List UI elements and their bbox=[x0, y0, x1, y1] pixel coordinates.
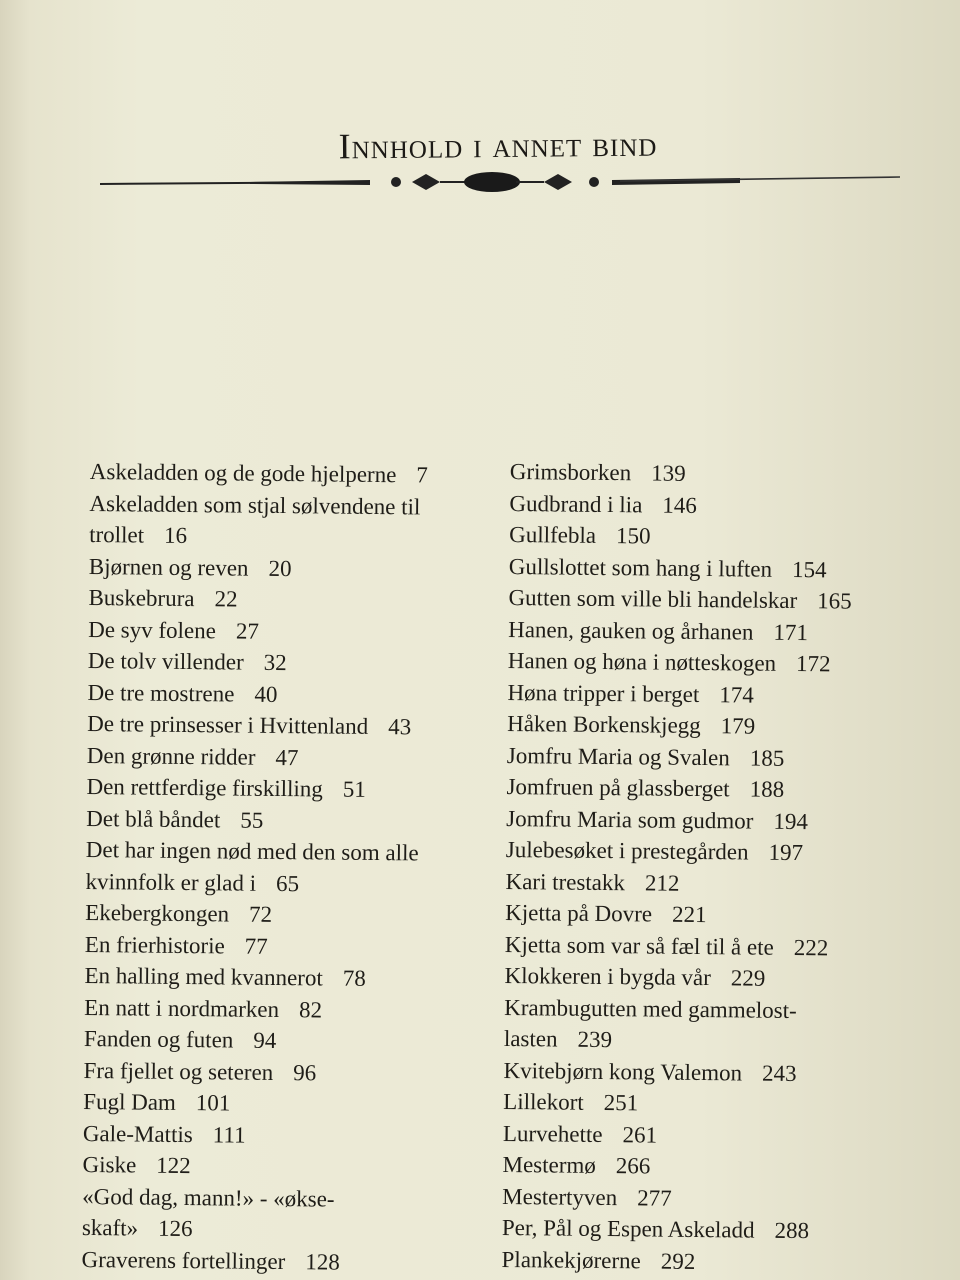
entry-title: kvinnfolk er glad i bbox=[85, 868, 257, 896]
entry-page: 27 bbox=[235, 618, 260, 644]
toc-entry bbox=[89, 519, 479, 555]
entry-title: Kvitebjørn kong Valemon bbox=[503, 1057, 743, 1085]
toc-entry bbox=[508, 582, 928, 618]
entry-page: 7 bbox=[416, 462, 429, 488]
toc-entry bbox=[84, 1023, 474, 1059]
toc-entry bbox=[84, 960, 474, 996]
entry-page: 72 bbox=[249, 901, 273, 927]
entry-page: 194 bbox=[773, 808, 809, 834]
entry-page: 251 bbox=[603, 1090, 639, 1116]
entry-title: Klokkeren i bygda vår bbox=[504, 962, 711, 991]
entry-page: 174 bbox=[719, 681, 754, 708]
entry-page: 22 bbox=[214, 586, 238, 612]
entry-title: skaft» bbox=[81, 1214, 139, 1241]
entry-title: Det blå båndet bbox=[86, 805, 221, 832]
entry-page: 179 bbox=[720, 713, 756, 739]
toc-entry bbox=[88, 582, 478, 618]
toc-entry bbox=[90, 456, 480, 492]
toc-entry bbox=[88, 645, 478, 681]
toc-entry bbox=[87, 676, 477, 712]
toc-entry bbox=[86, 834, 476, 870]
entry-title: Gullslottet som hang i luften bbox=[508, 553, 773, 582]
entry-title: Det har ingen nød med den som alle bbox=[85, 836, 419, 866]
entry-title: Håken Borkenskjegg bbox=[507, 710, 701, 739]
toc-entry bbox=[508, 613, 928, 649]
entry-page: 154 bbox=[791, 556, 827, 582]
entry-title: De tre mostrene bbox=[87, 679, 235, 707]
toc-entry bbox=[88, 613, 478, 649]
entry-title: En halling med kvannerot bbox=[84, 962, 323, 991]
entry-page: 292 bbox=[660, 1248, 696, 1274]
entry-page: 150 bbox=[615, 523, 651, 549]
toc-entry bbox=[82, 1180, 472, 1216]
entry-title: Lurvehette bbox=[502, 1120, 603, 1147]
toc-entry bbox=[89, 550, 479, 586]
entry-title: Grimsborken bbox=[509, 458, 632, 486]
entry-title: De tolv villender bbox=[87, 647, 244, 675]
entry-page: 55 bbox=[240, 807, 264, 833]
toc-entry bbox=[85, 928, 475, 964]
entry-page: 65 bbox=[275, 870, 300, 896]
toc-entry bbox=[507, 708, 927, 744]
toc-entry bbox=[503, 1054, 923, 1090]
toc-entry bbox=[82, 1212, 472, 1248]
entry-title: Buskebrura bbox=[88, 584, 195, 612]
entry-title: Mestermø bbox=[502, 1151, 596, 1178]
entry-title: En natt i nordmarken bbox=[84, 994, 280, 1022]
entry-page: 146 bbox=[662, 492, 697, 518]
toc-entry bbox=[85, 865, 475, 901]
entry-page: 43 bbox=[388, 714, 412, 740]
entry-page: 277 bbox=[637, 1184, 672, 1211]
entry-title: Jomfruen på glassberget bbox=[506, 773, 730, 802]
toc-entry bbox=[509, 519, 929, 555]
entry-page: 229 bbox=[730, 965, 766, 991]
entry-page: 77 bbox=[244, 933, 268, 959]
entry-page: 171 bbox=[773, 619, 809, 645]
entry-page: 139 bbox=[651, 460, 686, 486]
entry-title: Kjetta som var så fæl til å ete bbox=[504, 931, 774, 960]
entry-page: 111 bbox=[212, 1121, 246, 1148]
entry-page: 261 bbox=[622, 1121, 658, 1148]
toc-left-column bbox=[81, 456, 480, 1279]
toc-entry bbox=[505, 897, 925, 933]
entry-page: 51 bbox=[342, 776, 366, 802]
toc-entry bbox=[509, 487, 929, 523]
entry-title: Jomfru Maria som gudmor bbox=[506, 805, 754, 834]
toc-entry bbox=[89, 487, 479, 523]
entry-title: «God dag, mann!» - «økse- bbox=[82, 1183, 335, 1212]
toc-entry bbox=[505, 865, 925, 901]
entry-page: 96 bbox=[293, 1059, 317, 1085]
toc-entry bbox=[506, 802, 926, 838]
entry-title: Ekebergkongen bbox=[85, 899, 230, 927]
toc-entry bbox=[507, 676, 927, 712]
toc-entry bbox=[86, 771, 476, 807]
entry-title: Gudbrand i lia bbox=[509, 490, 643, 517]
toc-entry bbox=[87, 739, 477, 775]
entry-page: 32 bbox=[263, 649, 287, 676]
toc-entry bbox=[502, 1149, 922, 1185]
entry-page: 212 bbox=[644, 869, 680, 896]
entry-title: Askeladden og de gode hjelperne bbox=[89, 458, 397, 488]
entry-title: Gullfebla bbox=[509, 521, 597, 548]
toc-entry bbox=[501, 1243, 921, 1279]
entry-page: 122 bbox=[156, 1152, 191, 1179]
toc-entry bbox=[503, 1117, 923, 1153]
entry-title: Plankekjørerne bbox=[501, 1246, 641, 1273]
toc-entry bbox=[506, 834, 926, 870]
entry-page: 188 bbox=[749, 776, 785, 802]
entry-title: Lillekort bbox=[503, 1088, 584, 1115]
entry-title: Fanden og futen bbox=[83, 1025, 234, 1053]
entry-title: Jomfru Maria og Svalen bbox=[506, 742, 730, 770]
entry-page: 78 bbox=[342, 965, 366, 991]
entry-page: 197 bbox=[768, 839, 804, 866]
entry-title: Hanen og høna i nøtteskogen bbox=[507, 647, 777, 676]
entry-title: Kjetta på Dovre bbox=[505, 899, 653, 927]
entry-page: 266 bbox=[615, 1153, 651, 1179]
entry-page: 221 bbox=[671, 901, 707, 928]
entry-title: Askeladden som stjal sølvendene til bbox=[89, 490, 421, 519]
toc-entry bbox=[504, 1023, 924, 1059]
toc-entry bbox=[85, 897, 475, 933]
entry-page: 172 bbox=[795, 651, 831, 677]
entry-title: trollet bbox=[89, 521, 145, 548]
entry-page: 128 bbox=[305, 1248, 340, 1275]
entry-title: Gale-Mattis bbox=[82, 1120, 193, 1147]
entry-page: 20 bbox=[268, 555, 292, 581]
entry-page: 101 bbox=[195, 1090, 231, 1116]
entry-page: 40 bbox=[254, 681, 278, 707]
toc-entry bbox=[81, 1243, 471, 1279]
entry-title: Kari trestakk bbox=[505, 868, 626, 895]
toc-entry bbox=[507, 739, 927, 775]
entry-title: Fra fjellet og seteren bbox=[83, 1057, 274, 1085]
entry-title: Fugl Dam bbox=[83, 1088, 177, 1115]
entry-title: Mestertyven bbox=[502, 1183, 618, 1210]
toc-entry bbox=[83, 1117, 473, 1153]
scroll-divider-icon bbox=[100, 164, 900, 200]
entry-title: En frierhistorie bbox=[84, 931, 225, 958]
entry-title: Hanen, gauken og århanen bbox=[508, 616, 754, 645]
toc-entry bbox=[87, 708, 477, 744]
entry-title: Per, Pål og Espen Askeladd bbox=[501, 1214, 755, 1243]
entry-page: 243 bbox=[761, 1060, 797, 1086]
entry-title: Krambugutten med gammelost- bbox=[504, 994, 797, 1023]
toc-entry bbox=[510, 456, 930, 492]
entry-page: 94 bbox=[253, 1027, 277, 1053]
toc-entry bbox=[508, 645, 928, 681]
entry-title: Den rettferdige firskilling bbox=[86, 773, 323, 802]
entry-title: Julebesøket i prestegården bbox=[505, 836, 749, 865]
toc-right-column bbox=[501, 456, 930, 1279]
entry-title: Høna tripper i berget bbox=[507, 679, 700, 707]
entry-page: 82 bbox=[298, 996, 323, 1022]
toc-entry bbox=[505, 928, 925, 964]
entry-title: Graverens fortellinger bbox=[81, 1246, 286, 1274]
entry-page: 47 bbox=[275, 744, 299, 770]
toc-entry bbox=[502, 1180, 922, 1216]
entry-title: Gutten som ville bli handelskar bbox=[508, 584, 798, 614]
toc-entry bbox=[503, 1086, 923, 1122]
entry-title: Giske bbox=[82, 1151, 137, 1178]
toc-entry bbox=[86, 802, 476, 838]
toc-entry bbox=[504, 991, 924, 1027]
entry-page: 288 bbox=[774, 1217, 810, 1244]
entry-page: 16 bbox=[163, 522, 188, 549]
toc-entry bbox=[83, 1054, 473, 1090]
toc-entry bbox=[84, 991, 474, 1027]
entry-page: 222 bbox=[793, 934, 829, 960]
entry-title: lasten bbox=[503, 1025, 558, 1052]
entry-title: De syv folene bbox=[88, 616, 217, 643]
toc-entry bbox=[82, 1149, 472, 1185]
entry-page: 165 bbox=[817, 588, 852, 614]
entry-page: 239 bbox=[577, 1026, 613, 1053]
toc-entry bbox=[83, 1086, 473, 1122]
toc-entry bbox=[504, 960, 924, 996]
page-title: Innhold i annet bind bbox=[338, 123, 658, 167]
entry-page: 185 bbox=[749, 745, 785, 771]
entry-title: Den grønne ridder bbox=[86, 742, 256, 770]
toc-entry bbox=[506, 771, 926, 807]
entry-page: 126 bbox=[158, 1215, 193, 1242]
toc-entry bbox=[502, 1212, 922, 1248]
toc-entry bbox=[509, 550, 929, 586]
entry-title: Bjørnen og reven bbox=[88, 553, 249, 581]
entry-title: De tre prinsesser i Hvittenland bbox=[87, 710, 369, 739]
